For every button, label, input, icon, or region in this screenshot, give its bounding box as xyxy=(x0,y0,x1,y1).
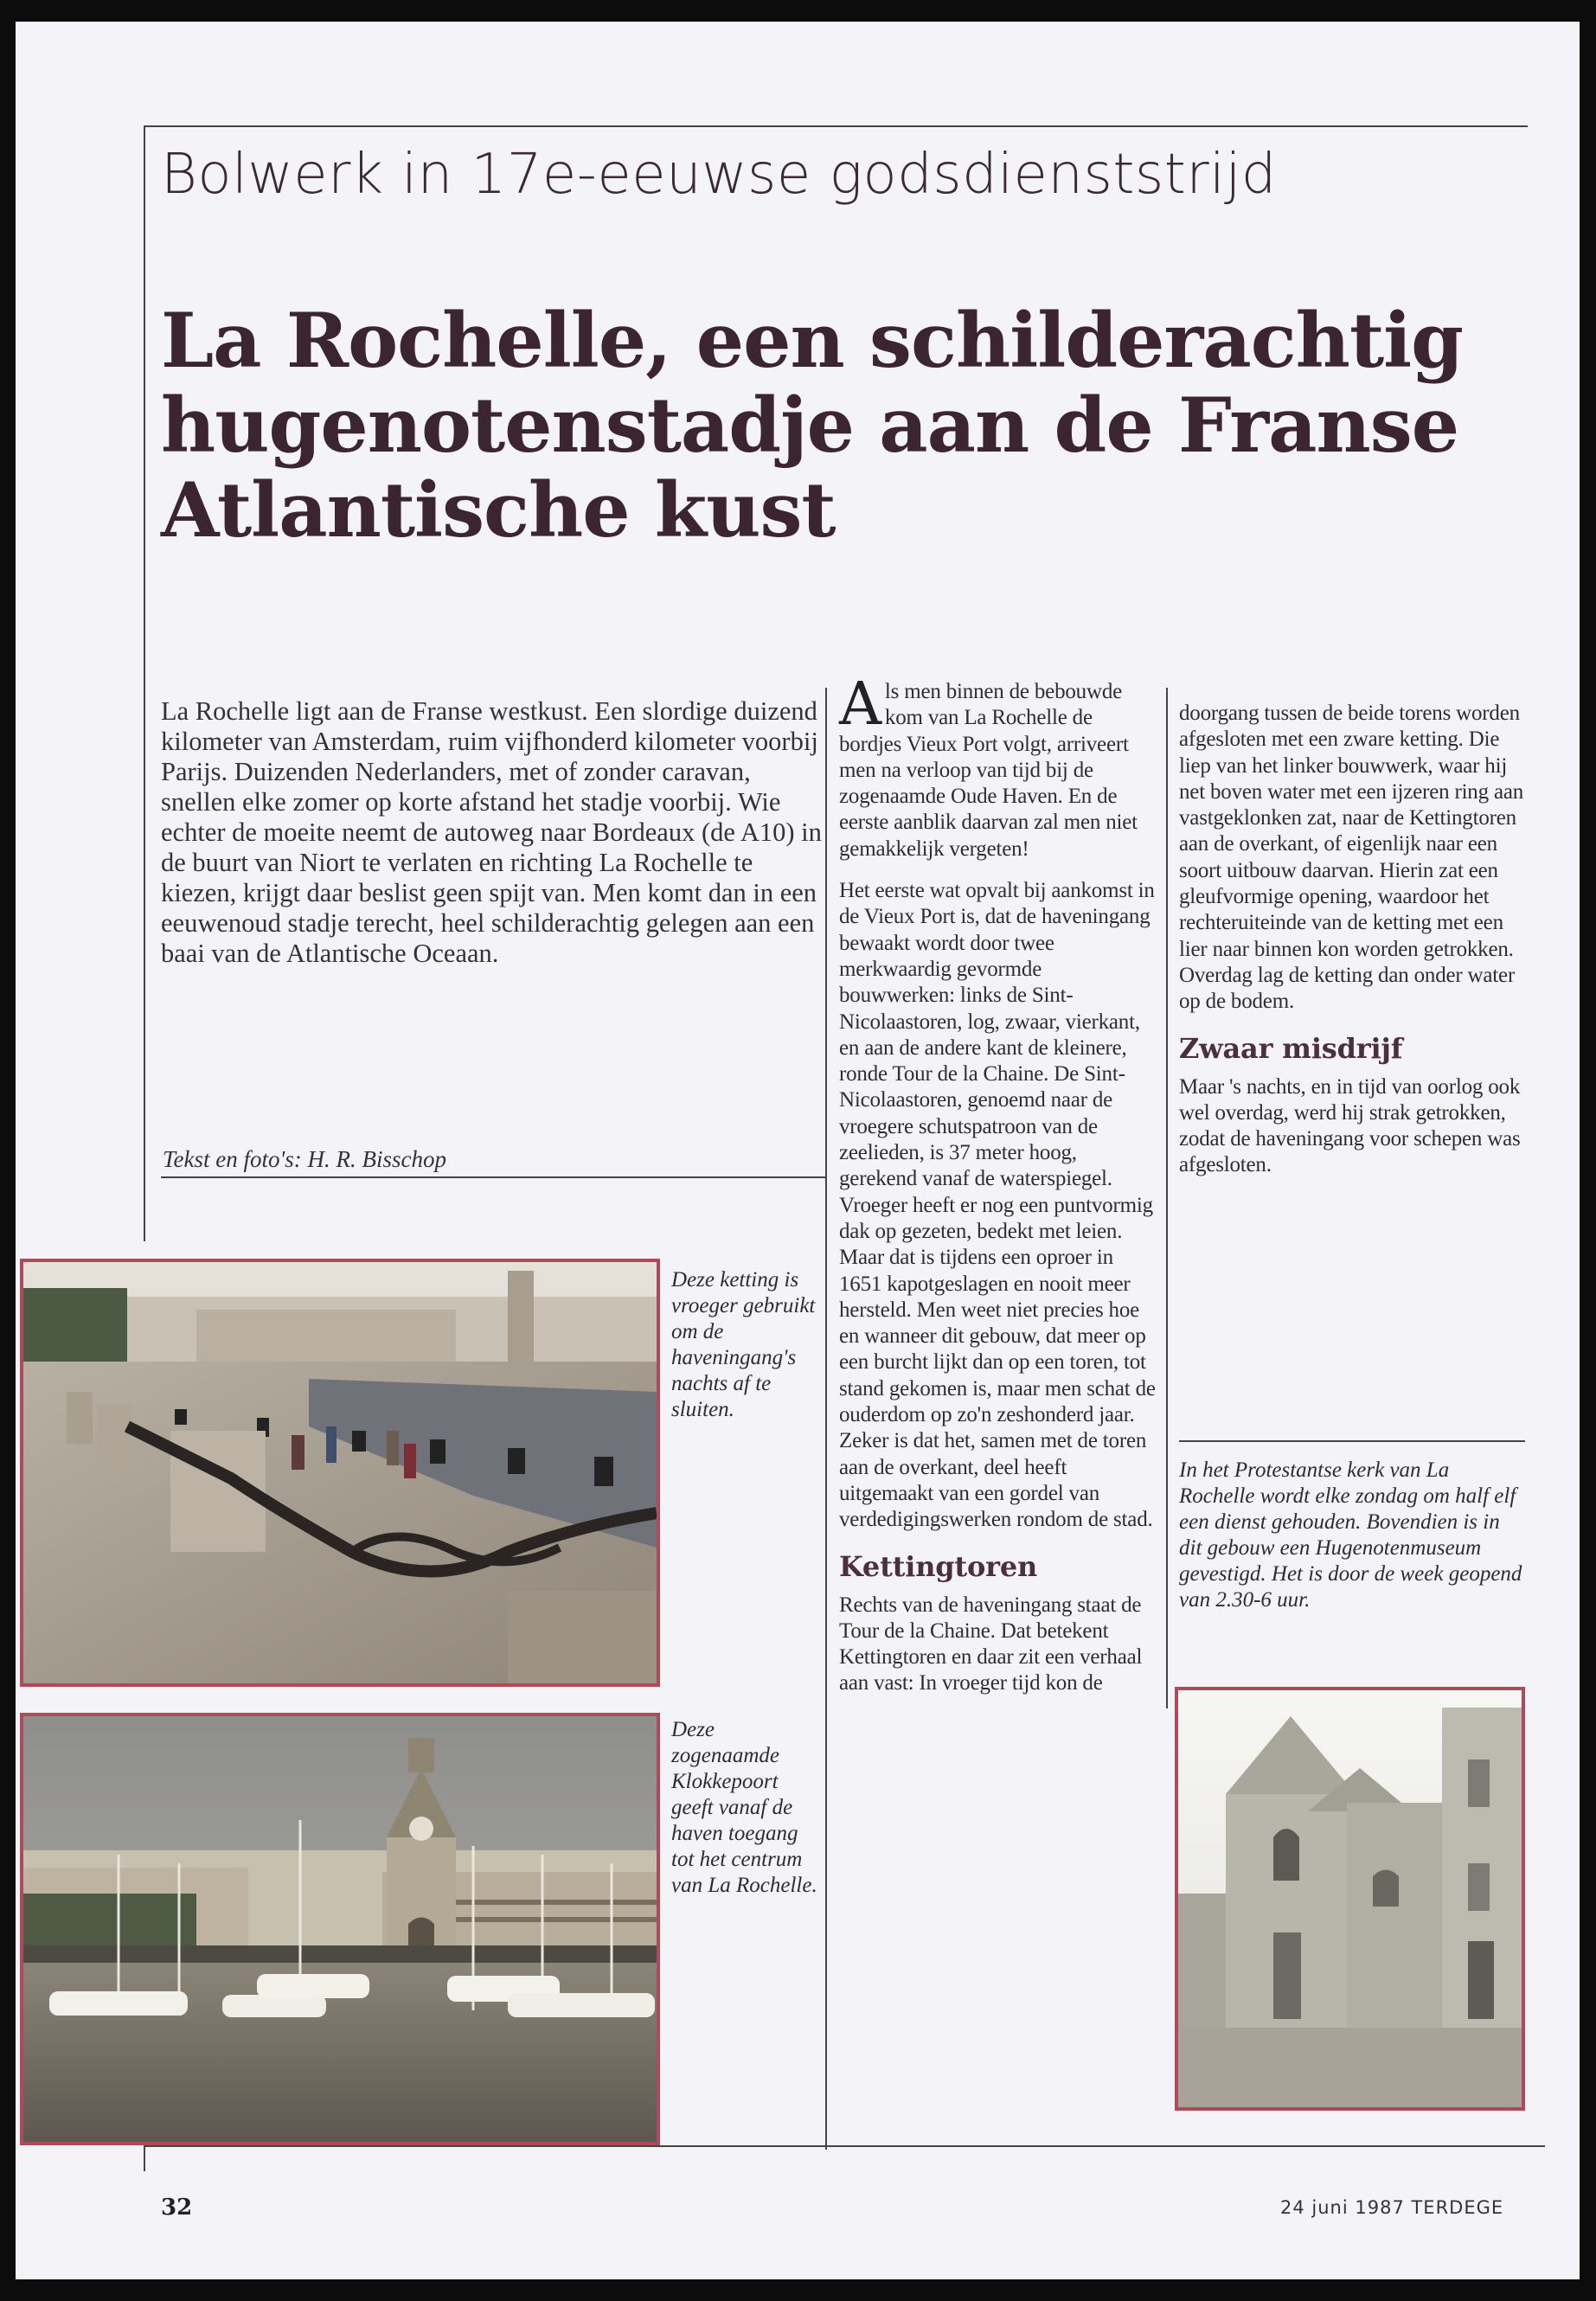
col2-paragraph-3: Rechts van de haveningang staat de Tour de la Chaine. Dat betekent Kettingtoren en daar zit een verhaal aan vast: In vroeger tijd kon de xyxy=(839,1593,1143,1695)
issue-date: 24 juni 1987 TERDEGE xyxy=(1280,2197,1504,2218)
kicker-title: Bolwerk in 17e-eeuwse godsdienststrijd xyxy=(161,143,1277,207)
caption-clock-gate: Deze zogenaamde Klokkepoort geeft vanaf de haven toegang tot het centrum van La Rochelle. xyxy=(671,1718,817,1897)
opening-text: ls men binnen de bebouwde kom van La Rochelle de bordjes Vieux Port volgt, arriveert men na verloop van tijd bij de zogenaamde Oude Haven. En de eerste aanblik daarvan zal men niet gemakkelijk vergeten! xyxy=(839,680,1138,861)
clock-gate-image xyxy=(23,1716,657,2142)
headline xyxy=(161,298,1545,553)
photo-harbour-chain xyxy=(20,1259,660,1687)
subheading-kettingtoren: Kettingtoren xyxy=(839,1549,1038,1583)
top-rule xyxy=(144,125,1528,127)
drop-cap: A xyxy=(839,670,881,739)
caption-church: In het Protestantse kerk van La Rochelle wordt elke zondag om half elf een dienst gehouden. Bovendien is in dit gebouw een Hugenotenmuseum gevestigd. Het is door de week geopend van 2.30-6 uur. xyxy=(1179,1458,1522,1612)
column-divider-2 xyxy=(1166,688,1168,1708)
church-image xyxy=(1178,1690,1522,2107)
byline-rule xyxy=(161,1176,825,1178)
left-margin-rule xyxy=(144,125,145,1241)
photo-protestant-church xyxy=(1175,1687,1525,2111)
col3-paragraph-1: doorgang tussen de beide torens worden afgesloten met een zware ketting. Die liep van het linker bouwwerk, waar hij net boven water met een ijzeren ring aan vastgeklonken zat, naar de Kettingtoren aan de overkant, of eigenlijk naar een soort uitbouw daarvan. Hierin zat een gleufvormige opening, waardoor het rechteruiteinde van de ketting met een lier naar binnen kon worden getrokken. Overdag lag de ketting dan onder water op de bodem. xyxy=(1179,702,1524,1014)
church-caption-rule xyxy=(1179,1440,1525,1442)
article-column-2 xyxy=(839,670,1159,1713)
page-number: 32 xyxy=(161,2195,193,2221)
caption-harbour-chain: Deze ketting is vroeger gebruikt om de haveningang's nachts af te sluiten. xyxy=(671,1268,816,1421)
col2-paragraph-2: Het eerste wat opvalt bij aankomst in de Vieux Port is, dat de haveningang bewaakt wordt door twee merkwaardig gevormde bouwwerken: links de Sint-Nicolaastoren, log, zwaar, vierkant, en aan de andere kant de kleinere, ronde Tour de la Chaine. De Sint-Nicolaastoren, genoemd naar de vroegere schutspatroon van de zeelieden, is 37 meter hoog, gerekend vanaf de waterspiegel. Vroeger heeft er nog een puntvormig dak op gezeten, bedekt met leien. Maar dat is tijdens een oproer in 1651 kapotgeslagen en nooit meer hersteld. Men weet niet precies hoe en wanneer dit gebouw, dat meer op een burcht lijkt dan op een toren, tot stand gekomen is, maar men schat de ouderdom op zo'n zeshonderd jaar. Zeker is dat het, samen met de toren aan de overkant, deel heeft uitgemaakt van een gordel van verdedigingswerken rondom de stad. xyxy=(839,879,1156,1532)
col3-paragraph-2: Maar 's nachts, en in tijd van oorlog ook wel overdag, werd hij strak getrokken, zodat de haveningang voor schepen was afgesloten. xyxy=(1179,1074,1521,1177)
byline: Tekst en foto's: H. R. Bisschop xyxy=(163,1146,447,1172)
bottom-rule xyxy=(144,2145,1545,2147)
headline-line-3: Atlantische kust xyxy=(161,465,836,554)
subheading-zwaar-misdrijf: Zwaar misdrijf xyxy=(1179,1031,1403,1065)
opening-paragraph xyxy=(839,670,1159,862)
intro-paragraph: La Rochelle ligt aan de Franse westkust. Een slordige duizend kilometer van Amsterdam, ruim vijfhonderd kilometer voorbij Parijs. Duizenden Nederlanders, met of zonder caravan, snellen elke zomer op korte afstand het stadje voorbij. Wie echter de moeite neemt de autoweg naar Bordeaux (de A10) in de buurt van Niort te verlaten en richting La Rochelle te kiezen, krijgt daar beslist geen spijt van. Men komt dan in een eeuwenoud stadje terecht, heel schilderachtig gelegen aan een baai van de Atlantische Oceaan. xyxy=(161,696,822,968)
magazine-page xyxy=(16,22,1580,2279)
harbour-chain-image xyxy=(23,1262,657,1683)
headline-line-2: hugenotenstadje aan de Franse xyxy=(161,381,1459,470)
photo-clock-gate xyxy=(20,1713,660,2145)
headline-line-1: La Rochelle, een schilderachtig xyxy=(161,296,1464,385)
article-column-3 xyxy=(1179,701,1525,1195)
